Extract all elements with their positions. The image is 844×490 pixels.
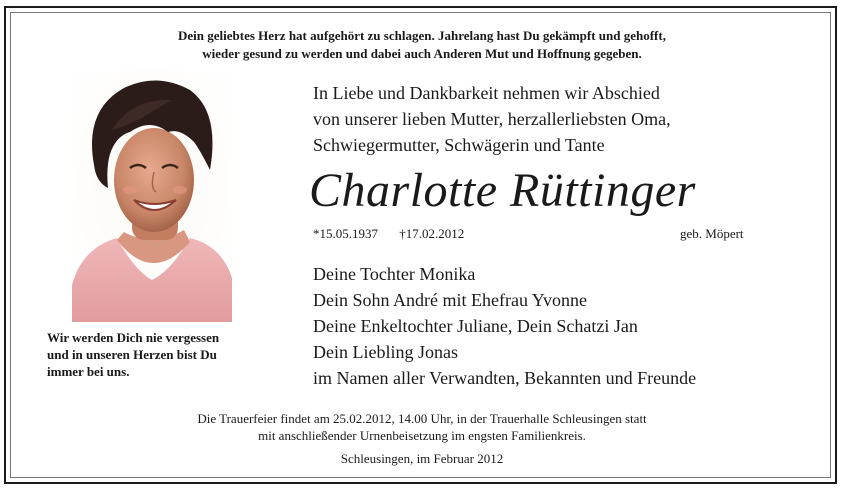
memory-text: [47, 329, 277, 380]
motto-line-1: Dein geliebtes Herz hat aufgehört zu schlagen. Jahrelang hast Du gekämpft und gehofft,: [178, 28, 666, 43]
memory-line-1: Wir werden Dich nie vergessen: [47, 330, 220, 345]
intro-line-3: Schwiegermutter, Schwägerin und Tante: [313, 135, 605, 155]
death-date: †17.02.2012: [399, 226, 465, 241]
place-and-date: Schleusingen, im Februar 2012: [340, 451, 504, 466]
mourner-line-3: Deine Enkeltochter Juliane, Dein Schatzi Jan: [313, 316, 638, 336]
life-dates: [313, 226, 482, 242]
motto: [0, 27, 844, 63]
mourners-list: [313, 261, 696, 391]
memory-line-3: immer bei uns.: [47, 364, 130, 379]
ceremony-line-1: Die Trauerfeier findet am 25.02.2012, 14.00 Uhr, in der Trauerhalle Schleusingen statt: [197, 411, 647, 426]
memory-line-2: und in unseren Herzen bist Du: [47, 347, 217, 362]
mourner-line-2: Dein Sohn André mit Ehefrau Yvonne: [313, 290, 587, 310]
deceased-name: Charlotte Rüttinger: [309, 164, 696, 217]
mourner-line-5: im Namen aller Verwandten, Bekannten und Freunde: [313, 368, 697, 388]
intro-line-1: In Liebe und Dankbarkeit nehmen wir Abschied: [313, 83, 660, 103]
maiden-name: geb. Möpert: [680, 226, 744, 241]
mourner-line-4: Dein Liebling Jonas: [313, 342, 458, 362]
ceremony-info: [0, 410, 844, 444]
birth-date: *15.05.1937: [313, 226, 378, 241]
farewell-intro: [313, 80, 671, 158]
mourner-line-1: Deine Tochter Monika: [313, 264, 476, 284]
motto-line-2: wieder gesund zu werden und dabei auch Anderen Mut und Hoffnung gegeben.: [202, 46, 642, 61]
portrait-photo: [72, 70, 232, 322]
intro-line-2: von unserer lieben Mutter, herzallerliebsten Oma,: [313, 109, 671, 129]
portrait-illustration: [72, 70, 232, 322]
ceremony-line-2: mit anschließender Urnenbeisetzung im engsten Familienkreis.: [258, 428, 586, 443]
